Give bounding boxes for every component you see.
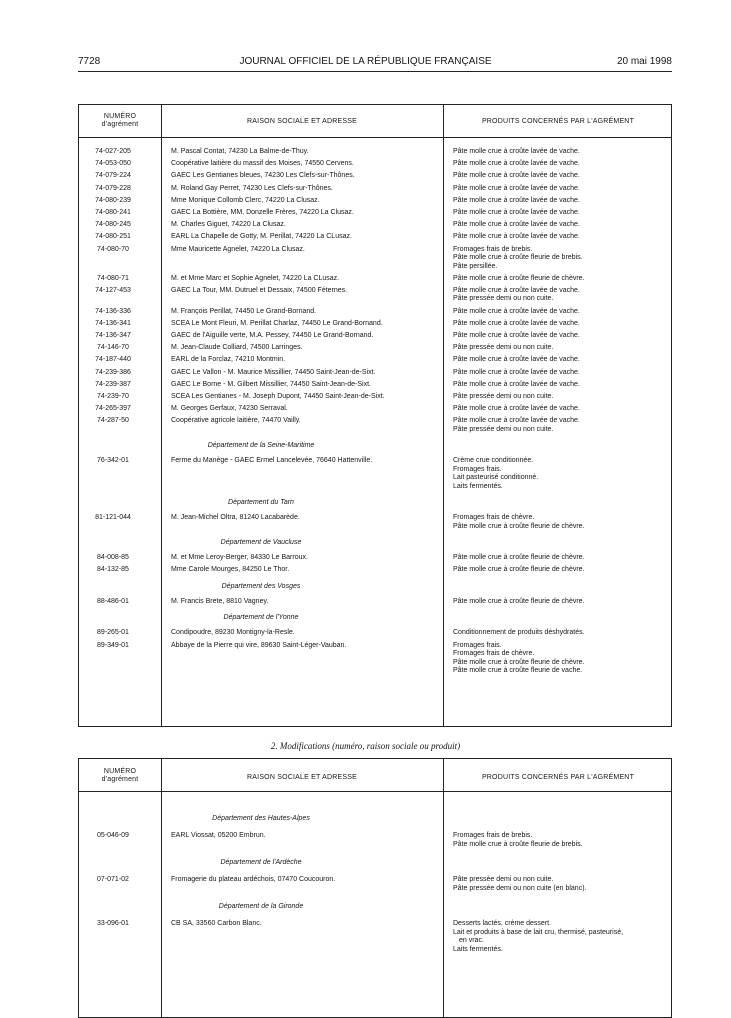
company-name-address: SCEA Les Gentianes - M. Joseph Dupont, 74450 Saint-Jean-de-Sixt. [171, 392, 385, 400]
column-header-number: NUMÉRO d'agrément [101, 113, 139, 128]
company-name-address: EARL La Chapelle de Gotty, M. Perillat, 74220 La CLusaz. [171, 233, 352, 241]
approval-number: 74-239-387 [95, 380, 131, 388]
table-row [79, 233, 671, 242]
products-cell [443, 185, 671, 194]
table-row [79, 566, 671, 575]
products-cell [443, 457, 671, 491]
products-cell [443, 629, 671, 638]
company-name-address: Coopérative agricole laitière, 74470 Vailly. [171, 417, 301, 425]
products-cell [443, 566, 671, 575]
company-name-address: Abbaye de la Pierre qui vire, 89630 Saint-Léger-Vauban. [171, 641, 347, 649]
product-line: Pâte molle crue à croûte lavée de vache. [453, 221, 580, 229]
company-name-address: M. Pascal Contat, 74230 La Balme-de-Thuy. [171, 148, 309, 155]
table-row [79, 185, 671, 194]
products-cell [443, 160, 671, 169]
products-cell [443, 209, 671, 218]
products-cell [443, 344, 671, 353]
company-name-address: GAEC Le Borne - M. Gilbert Missillier, 74450 Saint-Jean-de-Sixt. [171, 380, 371, 388]
product-line: Fromages frais de brebis. [453, 245, 533, 253]
product-line: Pâte pressée demi ou non cuite. [453, 876, 554, 883]
approval-number: 74-136-336 [95, 307, 131, 315]
product-line: Conditionnement de produits déshydratés. [453, 629, 585, 637]
products-cell [443, 369, 671, 378]
products-cell [443, 197, 671, 206]
table-row [79, 381, 671, 390]
company-name-address: Coopérative laitière du massif des Moises, 74550 Cervens. [171, 160, 354, 168]
product-line: Desserts lactés, crème dessert. [453, 920, 552, 927]
table-row [79, 598, 671, 607]
department-heading: Département de l'Yonne [223, 614, 299, 622]
product-line: Crème crue conditionnée. [453, 457, 534, 465]
product-line: Pâte molle crue à croûte fleurie de vache. [453, 667, 583, 675]
table-row [79, 221, 671, 230]
product-line: Pâte molle crue à croûte fleurie de chèvre. [453, 274, 585, 282]
product-line: Pâte molle crue à croûte fleurie de chèvre. [453, 554, 585, 562]
column-header-number: NUMÉRO d'agrément [101, 768, 139, 783]
approval-number: 74-187-440 [95, 356, 131, 364]
approval-number: 76-342-01 [97, 457, 129, 465]
product-line: Pâte molle crue à croûte lavée de vache. [453, 184, 580, 192]
table-row [79, 275, 671, 284]
table-row [79, 405, 671, 414]
column-header-name: RAISON SOCIALE ET ADRESSE [247, 774, 357, 781]
product-line: Pâte molle crue à croûte fleurie de brebis. [453, 254, 583, 261]
approval-number: 74-080-241 [95, 208, 131, 216]
product-line: Pâte molle crue à croûte lavée de vache. [453, 160, 580, 168]
table-row [79, 308, 671, 317]
table-row [79, 332, 671, 341]
product-line: Pâte molle crue à croûte lavée de vache. [453, 356, 580, 364]
company-name-address: GAEC de l'Aiguille verte, M.A. Pessey, 74450 Le Grand-Bornand. [171, 331, 374, 339]
company-name-address: SCEA Le Mont Fleuri, M. Perillat Charlaz, 74450 Le Grand-Bornand. [171, 319, 383, 327]
table-row [79, 160, 671, 169]
products-cell [443, 148, 671, 157]
company-name-address: M. François Perillat, 74450 Le Grand-Bornand. [171, 307, 317, 315]
product-line: Pâte molle crue à croûte lavée de vache. [453, 307, 580, 315]
approval-number: 74-239-386 [95, 368, 131, 376]
approval-number: 74-265-397 [95, 405, 131, 413]
product-line: Pâte pressée demi ou non cuite (en blanc). [453, 884, 587, 892]
header-divider [79, 791, 671, 792]
products-cell [443, 381, 671, 390]
company-name-address: EARL de la Forclaz, 74210 Montmin. [171, 356, 286, 364]
approval-number: 74-136-341 [95, 319, 131, 327]
table-row [79, 209, 671, 218]
approval-number: 74-053-050 [95, 160, 131, 168]
company-name-address: GAEC Les Gentianes bleues, 74230 Les Clefs-sur-Thônes. [171, 172, 355, 180]
department-heading: Département du Tarn [228, 499, 294, 507]
products-cell [443, 832, 671, 849]
products-cell [443, 598, 671, 607]
table-row [79, 356, 671, 365]
company-name-address: GAEC Le Vallon - M. Maurice Missillier, 74450 Saint-Jean-de-Sixt. [171, 368, 376, 376]
product-line: Lait et produits à base de lait cru, thermisé, pasteurisé, [453, 928, 624, 936]
table-row [79, 344, 671, 353]
approval-number: 89-265-01 [97, 629, 129, 637]
product-line: Pâte molle crue à croûte lavée de vache. [453, 196, 580, 204]
product-line: Pâte persillée. [453, 262, 498, 270]
approval-number: 74-079-224 [95, 172, 131, 180]
products-cell [443, 332, 671, 341]
table-row [79, 457, 671, 491]
approval-number: 74-146-70 [97, 344, 129, 352]
company-name-address: Condipoudre, 89230 Montigny-la-Resle. [171, 629, 295, 637]
approval-number: 84-132-85 [97, 566, 129, 574]
company-name-address: M. et Mme Leroy-Berger, 84330 Le Barroux. [171, 554, 308, 562]
approval-number: 88-486-01 [97, 597, 129, 605]
table-row [79, 246, 671, 272]
product-line: Pâte molle crue à croûte lavée de vache. [453, 380, 580, 388]
product-line: Pâte molle crue à croûte lavée de vache. [453, 405, 580, 413]
department-heading: Département de l'Ardèche [220, 859, 302, 866]
product-line: Pâte molle crue à croûte fleurie de chèvre. [453, 522, 585, 530]
company-name-address: Fromagerie du plateau ardéchois, 07470 Coucouron. [171, 876, 336, 883]
approval-number: 07-071-02 [97, 876, 129, 883]
product-line: Pâte molle crue à croûte lavée de vache. [453, 148, 580, 155]
issue-date: 20 mai 1998 [616, 56, 672, 67]
products-cell [443, 876, 671, 893]
company-name-address: EARL Viossat, 05200 Embrun. [171, 832, 266, 839]
header-divider [79, 137, 671, 138]
product-line: Laits fermentés. [453, 945, 503, 953]
approval-number: 84-008-85 [97, 554, 129, 562]
table-row [79, 148, 671, 157]
department-heading: Département de la Seine-Maritime [207, 442, 315, 450]
table-row [79, 320, 671, 329]
product-line: Pâte molle crue à croûte lavée de vache. [453, 368, 580, 376]
approval-number: 74-080-71 [97, 274, 129, 282]
modifications-table [78, 758, 672, 1018]
product-line: Pâte molle crue à croûte lavée de vache. [453, 286, 580, 294]
table-row [79, 876, 671, 893]
products-cell [443, 554, 671, 563]
company-name-address: M. Francis Brete, 8810 Vagney. [171, 597, 269, 605]
approval-number: 74-127-453 [95, 286, 131, 294]
company-name-address: Ferme du Manège - GAEC Ermel Lancelevée, 76640 Hattenville. [171, 457, 373, 465]
products-cell [443, 308, 671, 317]
products-cell [443, 275, 671, 284]
approval-number: 81-121-044 [95, 514, 131, 522]
company-name-address: GAEC La Tour, MM. Dutruel et Dessaix, 74500 Féternes. [171, 286, 348, 294]
approval-number: 74-080-239 [95, 196, 131, 204]
table-row [79, 172, 671, 181]
department-heading: Département de Vaucluse [220, 539, 302, 547]
table-row [79, 554, 671, 563]
approval-number: 05-046-09 [97, 832, 129, 839]
approval-number: 74-080-245 [95, 221, 131, 229]
header-rule [78, 71, 672, 72]
company-name-address: Mme Monique Collomb Clerc, 74220 La Clusaz. [171, 196, 320, 204]
company-name-address: M. et Mme Marc et Sophie Agnelet, 74220 La CLusaz. [171, 274, 340, 282]
products-cell [443, 920, 671, 954]
product-line: Pâte pressée demi ou non cuite. [453, 344, 554, 352]
approval-number: 89-349-01 [97, 641, 129, 649]
approval-number: 74-239-70 [97, 392, 129, 400]
page-number: 7728 [78, 56, 101, 67]
product-line: Pâte molle crue à croûte fleurie de chèvre. [453, 566, 585, 574]
product-line: Pâte molle crue à croûte fleurie de chèvre. [453, 658, 585, 666]
table-body [79, 148, 671, 679]
table-row [79, 514, 671, 531]
product-line: Pâte molle crue à croûte lavée de vache. [453, 208, 580, 216]
company-name-address: GAEC La Bottière, MM. Donzelle Frères, 74220 La Clusaz. [171, 208, 354, 216]
products-cell [443, 417, 671, 434]
product-line: Laits fermentés. [453, 482, 503, 490]
company-name-address: CB SA, 33560 Carbon Blanc. [171, 920, 262, 927]
column-header-products: PRODUITS CONCERNÉS PAR L'AGRÉMENT [481, 774, 635, 781]
approval-number: 74-080-251 [95, 233, 131, 241]
department-heading: Département de la Gironde [218, 903, 304, 910]
table-row [79, 642, 671, 676]
journal-title: JOURNAL OFFICIEL DE LA RÉPUBLIQUE FRANÇAISE [239, 56, 492, 67]
table-row [79, 287, 671, 304]
table-body [79, 805, 671, 962]
company-name-address: M. Jean-Claude Colliard, 74500 Larringes. [171, 344, 303, 352]
product-line: Pâte molle crue à croûte fleurie de brebis. [453, 840, 583, 848]
product-line: Pâte pressée demi ou non cuite. [453, 392, 554, 400]
products-cell [443, 393, 671, 402]
product-line: Pâte pressée demi ou non cuite. [453, 295, 554, 303]
products-cell [443, 287, 671, 304]
table-row [79, 417, 671, 434]
product-line: Lait pasteurisé conditionné. [453, 474, 539, 482]
product-line: Fromages frais de brebis. [453, 832, 533, 839]
product-line: Pâte pressée demi ou non cuite. [453, 425, 554, 433]
table-row [79, 920, 671, 954]
product-line: Pâte molle crue à croûte fleurie de chèvre. [453, 597, 585, 605]
products-cell [443, 642, 671, 676]
table-row [79, 832, 671, 849]
product-line: Pâte molle crue à croûte lavée de vache. [453, 417, 580, 425]
product-line: Fromages frais. [453, 641, 502, 649]
product-line: Pâte molle crue à croûte lavée de vache. [453, 233, 580, 241]
product-line: Pâte molle crue à croûte lavée de vache. [453, 319, 580, 327]
column-header-products: PRODUITS CONCERNÉS PAR L'AGRÉMENT [481, 118, 635, 125]
company-name-address: M. Georges Gerfaux, 74230 Serraval. [171, 405, 288, 413]
approvals-table [78, 104, 672, 727]
column-header-name: RAISON SOCIALE ET ADRESSE [247, 118, 357, 125]
approval-number: 74-079-228 [95, 184, 131, 192]
company-name-address: M. Roland Gay Perret, 74230 Les Clefs-sur-Thônes. [171, 184, 333, 192]
products-cell [443, 356, 671, 365]
table-row [79, 393, 671, 402]
products-cell [443, 320, 671, 329]
approval-number: 74-136-347 [95, 331, 131, 339]
product-line: Fromages frais. [453, 465, 502, 473]
products-cell [443, 514, 671, 531]
approval-number: 74-080-70 [97, 245, 129, 253]
product-line: Pâte molle crue à croûte lavée de vache. [453, 172, 580, 180]
company-name-address: Mme Mauricette Agnelet, 74220 La Clusaz. [171, 245, 305, 253]
department-heading: Département des Hautes-Alpes [212, 815, 310, 822]
table-row [79, 197, 671, 206]
approval-number: 74-027-205 [95, 148, 131, 155]
section-caption: 2. Modifications (numéro, raison sociale ou produit) [270, 741, 461, 751]
department-heading: Département des Vosges [221, 582, 301, 590]
product-line: en vrac. [459, 937, 484, 944]
products-cell [443, 172, 671, 181]
product-line: Fromages frais de chèvre. [453, 514, 535, 522]
products-cell [443, 246, 671, 272]
products-cell [443, 233, 671, 242]
table-row [79, 369, 671, 378]
approval-number: 74-287-50 [97, 417, 129, 425]
products-cell [443, 405, 671, 414]
approval-number: 33-096-01 [97, 920, 129, 927]
product-line: Fromages frais de chèvre. [453, 650, 535, 658]
products-cell [443, 221, 671, 230]
company-name-address: Mme Carole Mourges, 84250 Le Thor. [171, 566, 290, 574]
product-line: Pâte molle crue à croûte lavée de vache. [453, 331, 580, 339]
company-name-address: M. Charles Giguet, 74220 La Clusaz. [171, 221, 286, 229]
table-row [79, 629, 671, 638]
company-name-address: M. Jean-Michel Oltra, 81240 Lacabarède. [171, 514, 300, 522]
